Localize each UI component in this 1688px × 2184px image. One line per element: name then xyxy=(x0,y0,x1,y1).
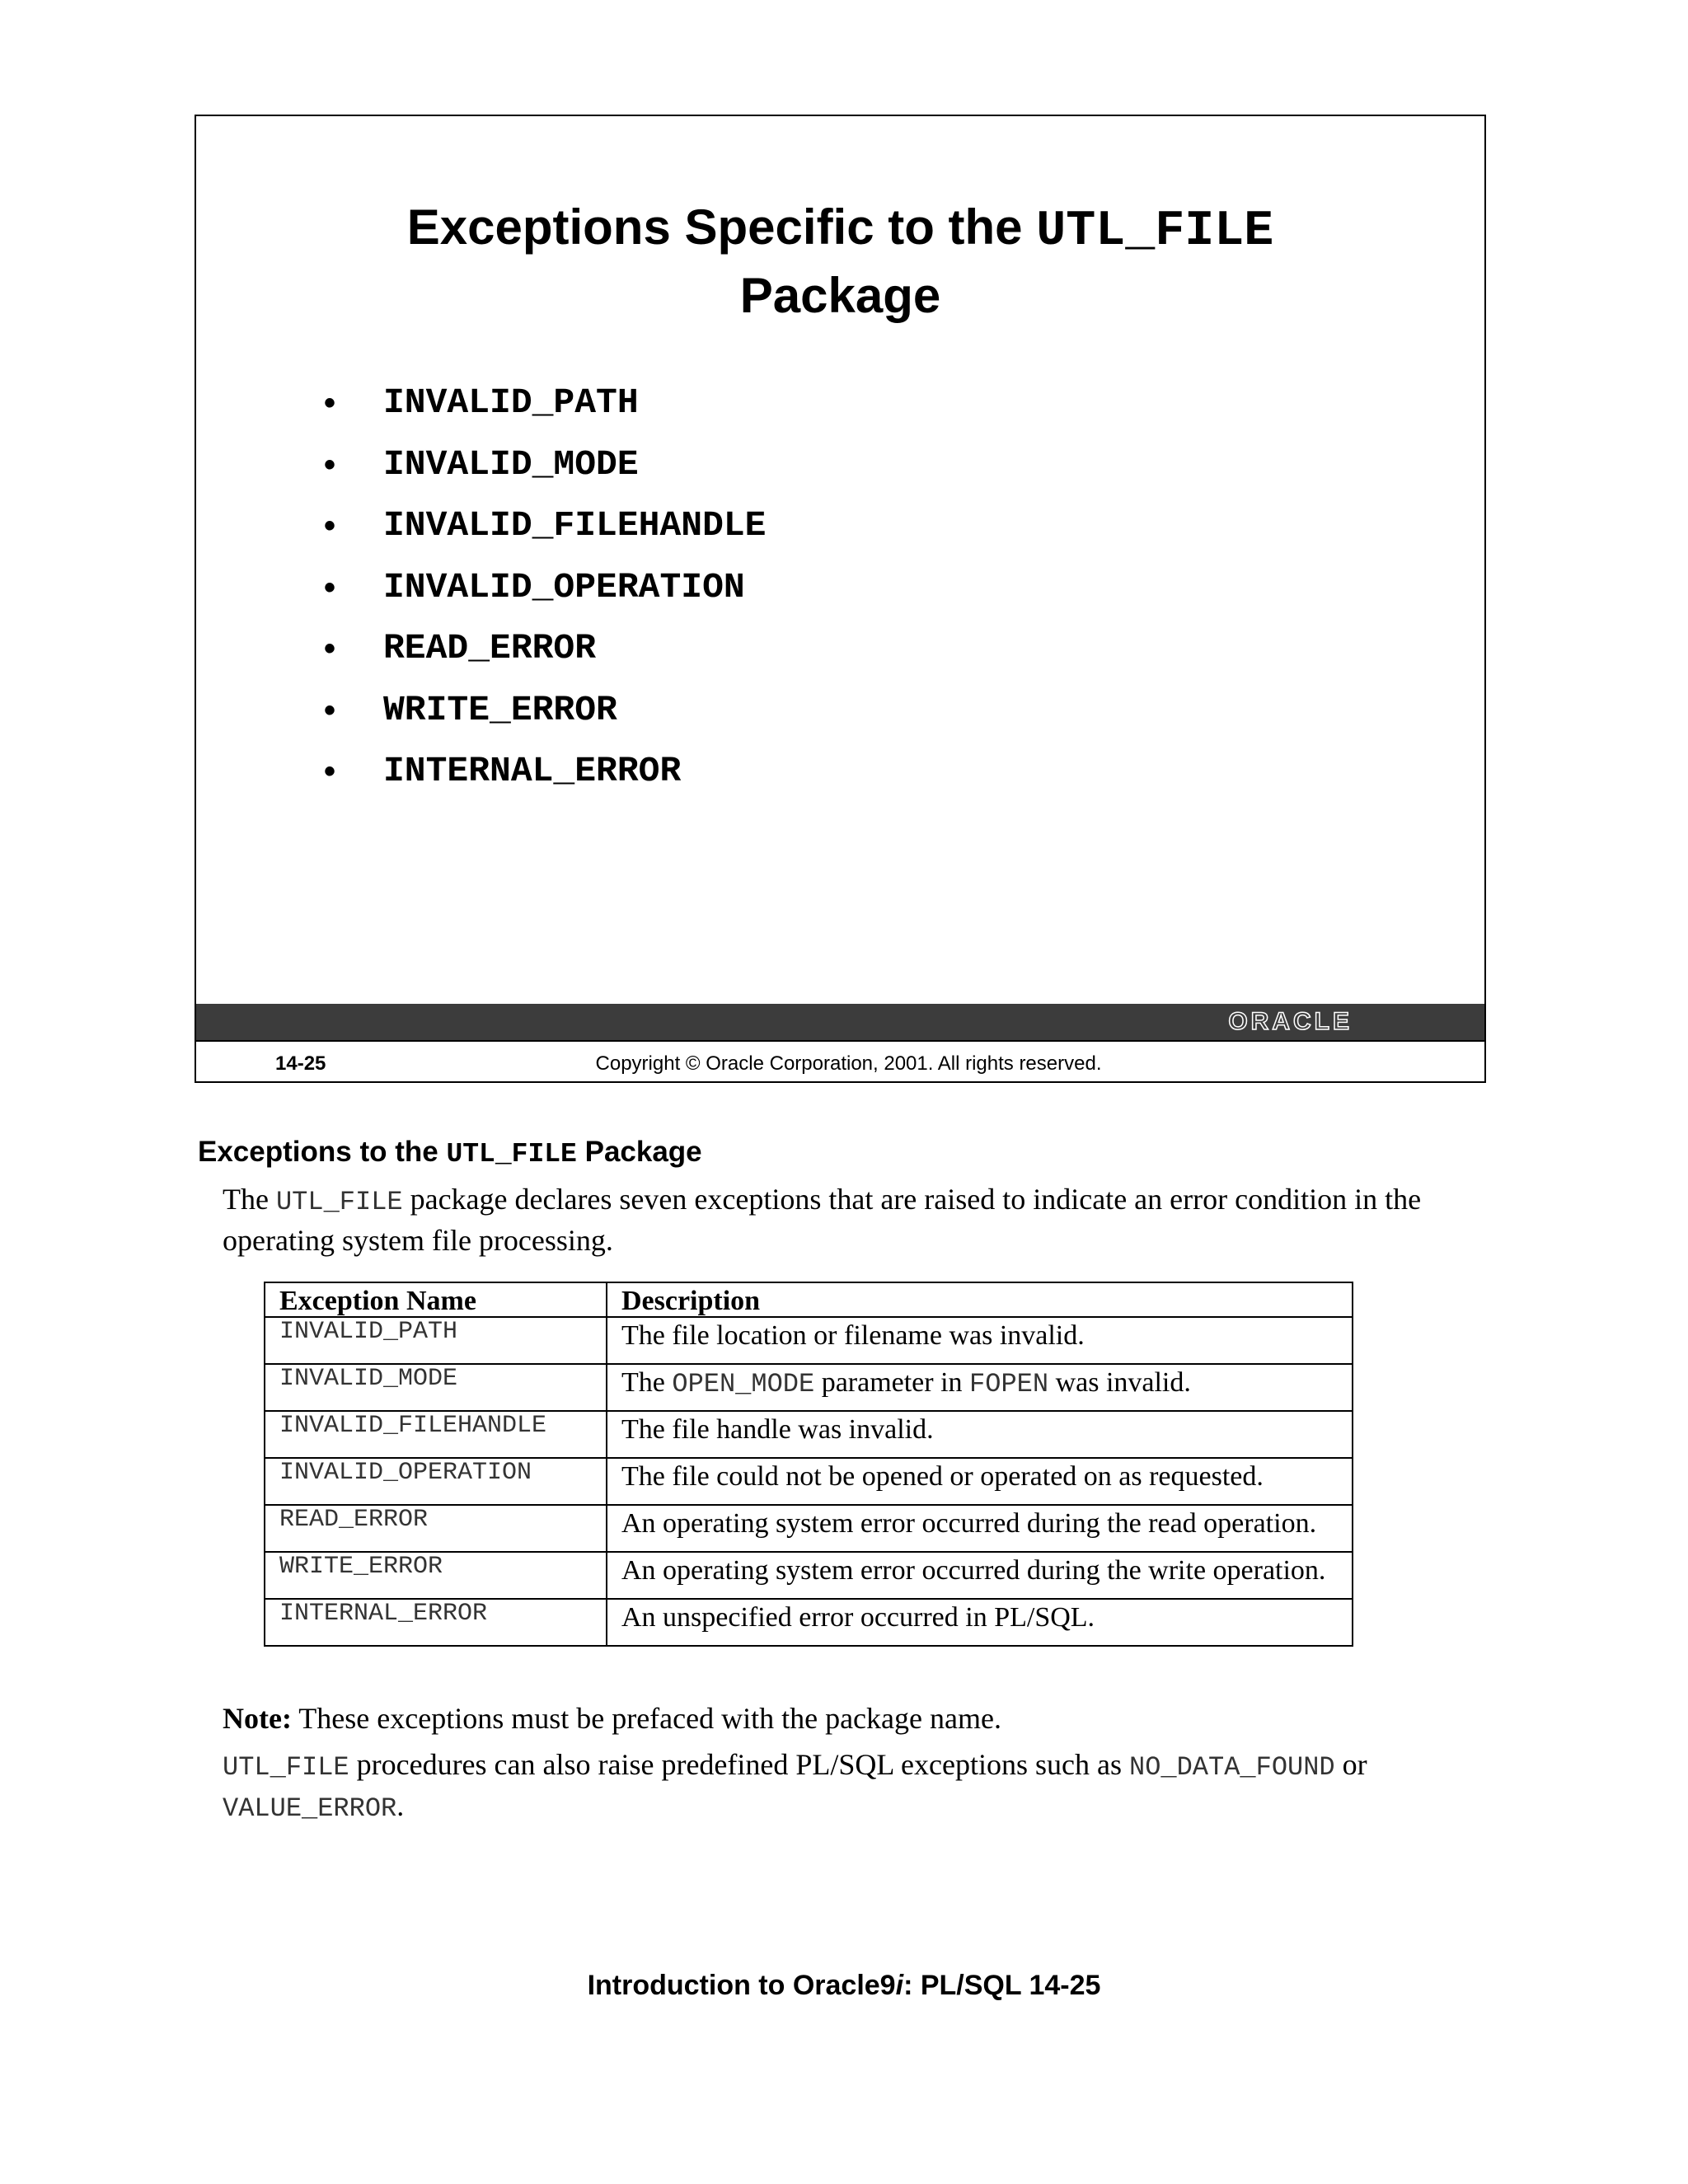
description-cell: The file could not be opened or operated on as requested. xyxy=(607,1458,1353,1505)
bullet-label: READ_ERROR xyxy=(383,628,597,668)
slide-footer xyxy=(196,1040,1484,1083)
bullet-label: WRITE_ERROR xyxy=(383,689,617,730)
bullet-item xyxy=(324,563,766,625)
slide-title-prefix: Exceptions Specific to the xyxy=(406,199,1037,255)
description-cell: An operating system error occurred during the write operation. xyxy=(607,1552,1353,1599)
note-paragraph xyxy=(223,1701,1001,1736)
intro-paragraph xyxy=(223,1180,1475,1259)
description-text: was invalid. xyxy=(1048,1367,1191,1398)
bullet-dot-icon: • xyxy=(324,385,336,421)
description-code: FOPEN xyxy=(969,1369,1049,1399)
bullet-item xyxy=(324,378,766,440)
exception-name-cell: INVALID_MODE xyxy=(265,1364,607,1411)
bullet-dot-icon: • xyxy=(324,753,336,790)
table-row xyxy=(265,1364,1353,1411)
footer-prefix: Introduction to Oracle9 xyxy=(587,1970,896,2001)
exception-name-cell: INTERNAL_ERROR xyxy=(265,1599,607,1646)
bullet-item xyxy=(324,747,766,808)
description-cell: An unspecified error occurred in PL/SQL. xyxy=(607,1599,1353,1646)
page-footer xyxy=(0,1970,1688,2002)
section-heading xyxy=(198,1136,702,1169)
table-row xyxy=(265,1317,1353,1364)
exception-name-cell: INVALID_PATH xyxy=(265,1317,607,1364)
table-row xyxy=(265,1599,1353,1646)
table-header-row xyxy=(265,1282,1353,1317)
exception-name-cell: READ_ERROR xyxy=(265,1505,607,1552)
bullet-label: INVALID_OPERATION xyxy=(383,566,745,607)
procedures-code: NO_DATA_FOUND xyxy=(1128,1752,1335,1783)
exception-name-cell: WRITE_ERROR xyxy=(265,1552,607,1599)
procedures-paragraph xyxy=(223,1746,1475,1828)
slide xyxy=(195,115,1486,1083)
section-heading-suffix: Package xyxy=(576,1136,702,1168)
bullet-item xyxy=(324,624,766,686)
column-header-description: Description xyxy=(607,1282,1353,1317)
bullet-dot-icon: • xyxy=(324,630,336,667)
procedures-code: VALUE_ERROR xyxy=(223,1793,397,1824)
column-header-exception-name: Exception Name xyxy=(265,1282,607,1317)
bullet-dot-icon: • xyxy=(324,691,336,729)
exception-name-cell: INVALID_OPERATION xyxy=(265,1458,607,1505)
description-code: OPEN_MODE xyxy=(672,1369,815,1399)
note-text: These exceptions must be prefaced with the package name. xyxy=(291,1702,1001,1735)
copyright-notice: Copyright © Oracle Corporation, 2001. All rights reserved. xyxy=(595,1052,1102,1075)
bullet-label: INVALID_MODE xyxy=(383,443,639,485)
description-text: parameter in xyxy=(814,1367,970,1398)
bullet-label: INVALID_FILEHANDLE xyxy=(383,505,767,546)
table-row xyxy=(265,1552,1353,1599)
oracle-bar xyxy=(196,1004,1484,1040)
bullet-label: INTERNAL_ERROR xyxy=(383,751,682,791)
procedures-code: UTL_FILE xyxy=(223,1752,349,1783)
bullet-item xyxy=(324,686,766,748)
intro-the: The xyxy=(223,1183,276,1216)
bullet-item xyxy=(324,440,766,502)
slide-title-code: UTL_FILE xyxy=(1036,204,1274,260)
oracle-logo: ORACLE xyxy=(1228,1008,1353,1035)
exception-name-cell: INVALID_FILEHANDLE xyxy=(265,1411,607,1458)
description-cell xyxy=(607,1364,1353,1411)
note-label: Note: xyxy=(223,1702,292,1735)
slide-title-suffix: Package xyxy=(739,268,941,323)
exceptions-table xyxy=(264,1282,1353,1647)
footer-suffix: : PL/SQL 14-25 xyxy=(903,1970,1101,2001)
section-heading-code: UTL_FILE xyxy=(446,1139,577,1169)
table-row xyxy=(265,1411,1353,1458)
description-cell: An operating system error occurred during the read operation. xyxy=(607,1505,1353,1552)
slide-title xyxy=(196,195,1484,328)
section-heading-prefix: Exceptions to the xyxy=(198,1136,447,1168)
procedures-text: procedures can also raise predefined PL/SQL exceptions such as xyxy=(349,1748,1129,1781)
procedures-text: or xyxy=(1334,1748,1367,1781)
bullet-dot-icon: • xyxy=(324,508,336,544)
intro-rest: package declares seven exceptions that are raised to indicate an error condition in the operating system file processing. xyxy=(223,1183,1422,1257)
slide-number: 14-25 xyxy=(275,1052,326,1075)
description-cell: The file handle was invalid. xyxy=(607,1411,1353,1458)
description-text: The xyxy=(621,1367,673,1398)
table-row xyxy=(265,1505,1353,1552)
footer-italic: i xyxy=(895,1970,904,2001)
bullet-item xyxy=(324,501,766,563)
table-row xyxy=(265,1458,1353,1505)
intro-code: UTL_FILE xyxy=(275,1187,403,1217)
bullet-dot-icon: • xyxy=(324,569,336,606)
procedures-text: . xyxy=(396,1789,405,1822)
exception-bullet-list xyxy=(324,378,766,808)
description-cell: The file location or filename was invalid. xyxy=(607,1317,1353,1364)
bullet-dot-icon: • xyxy=(324,446,336,483)
bullet-label: INVALID_PATH xyxy=(383,382,639,423)
